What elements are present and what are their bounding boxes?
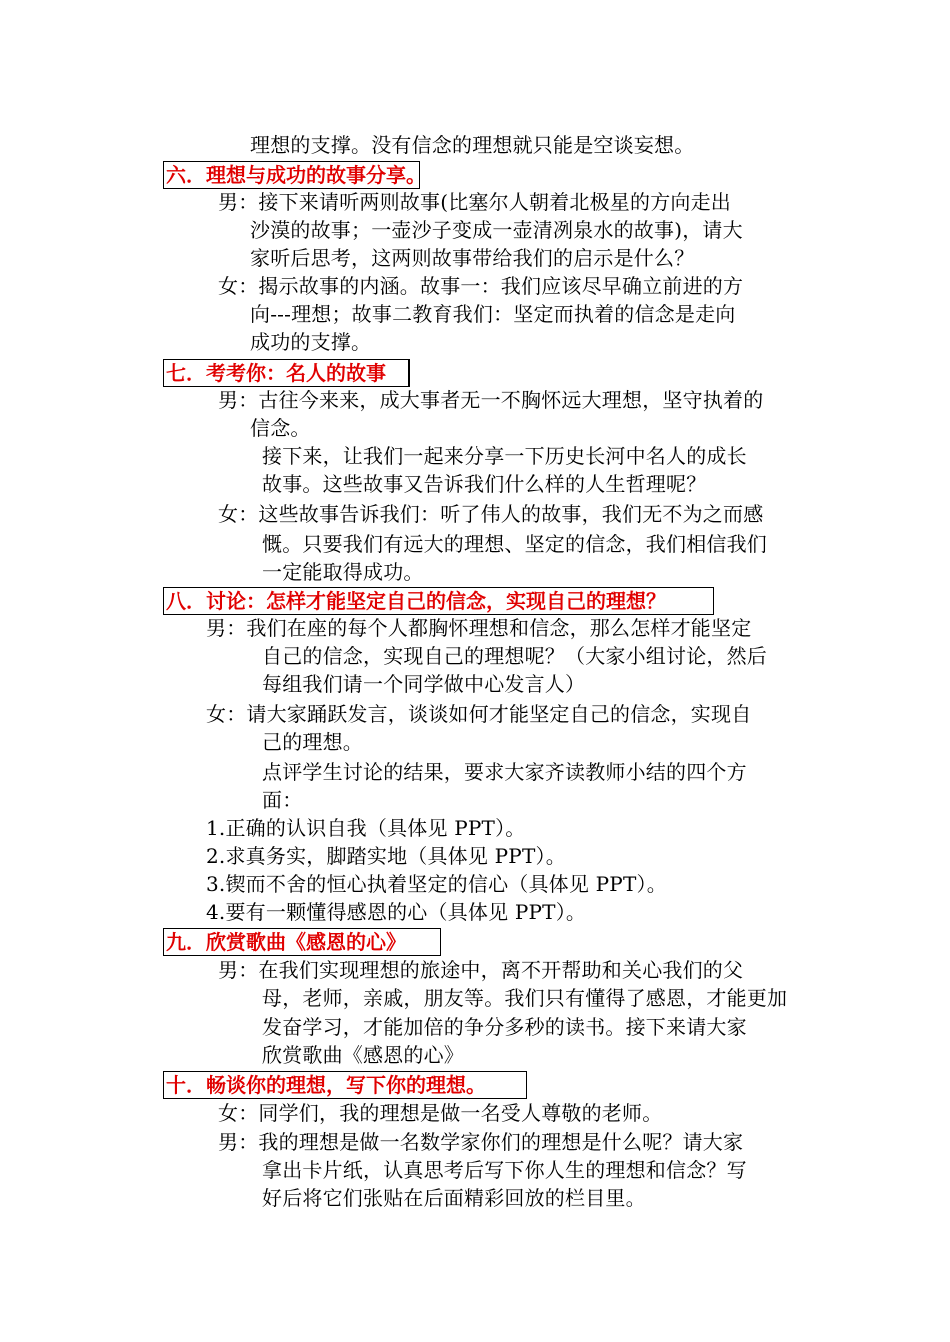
section-heading-10: 十．畅谈你的理想，写下你的理想。 <box>163 1071 527 1099</box>
text-line: 自己的信念，实现自己的理想呢？（大家小组讨论，然后 <box>262 644 767 668</box>
text-line: 女：这些故事告诉我们：听了伟人的故事，我们无不为之而感 <box>218 502 764 526</box>
text-line: 接下来，让我们一起来分享一下历史长河中名人的成长 <box>262 444 747 468</box>
text-line: 发奋学习，才能加倍的争分多秒的读书。接下来请大家 <box>262 1015 747 1039</box>
text-line: 慨。只要我们有远大的理想、坚定的信念，我们相信我们 <box>262 532 767 556</box>
list-item: 1.正确的认识自我（具体见 PPT）。 <box>206 816 526 840</box>
text-line: 女：请大家踊跃发言，谈谈如何才能坚定自己的信念，实现自 <box>206 702 752 726</box>
section-heading-9: 九．欣赏歌曲《感恩的心》 <box>163 928 441 956</box>
text-line: 故事。这些故事又告诉我们什么样的人生哲理呢？ <box>262 472 707 496</box>
section-heading-8: 八．讨论：怎样才能坚定自己的信念，实现自己的理想？ <box>163 587 714 615</box>
text-line: 沙漠的故事；一壶沙子变成一壶清冽泉水的故事)，请大 <box>250 218 743 242</box>
text-line: 拿出卡片纸，认真思考后写下你人生的理想和信念？写 <box>262 1158 747 1182</box>
text-line: 男：在我们实现理想的旅途中，离不开帮助和关心我们的父 <box>218 958 744 982</box>
section-heading-6: 六．理想与成功的故事分享。 <box>163 161 420 189</box>
text-line: 男：我的理想是做一名数学家你们的理想是什么呢？请大家 <box>218 1130 744 1154</box>
text-line: 母，老师，亲戚，朋友等。我们只有懂得了感恩，才能更加 <box>262 986 788 1010</box>
text-line: 成功的支撑。 <box>250 330 372 354</box>
text-line: 向---理想；故事二教育我们：坚定而执着的信念是走向 <box>250 302 736 326</box>
section-heading-7: 七．考考你：名人的故事 <box>163 359 410 387</box>
text-line: 一定能取得成功。 <box>262 560 424 584</box>
text-line: 男：接下来请听两则故事(比塞尔人朝着北极星的方向走出 <box>218 190 732 214</box>
text-line: 信念。 <box>250 416 311 440</box>
text-line: 点评学生讨论的结果，要求大家齐读教师小结的四个方 <box>262 760 747 784</box>
text-line: 每组我们请一个同学做中心发言人） <box>262 672 586 696</box>
text-line: 面： <box>262 788 303 812</box>
text-line: 女：同学们，我的理想是做一名受人尊敬的老师。 <box>218 1101 663 1125</box>
text-line: 理想的支撑。没有信念的理想就只能是空谈妄想。 <box>250 133 695 157</box>
list-item: 2.求真务实，脚踏实地（具体见 PPT）。 <box>206 844 566 868</box>
text-line: 男：我们在座的每个人都胸怀理想和信念，那么怎样才能坚定 <box>206 616 752 640</box>
text-line: 家听后思考，这两则故事带给我们的启示是什么？ <box>250 246 695 270</box>
text-line: 女：揭示故事的内涵。故事一：我们应该尽早确立前进的方 <box>218 274 744 298</box>
text-line: 己的理想。 <box>262 730 363 754</box>
text-line: 好后将它们张贴在后面精彩回放的栏目里。 <box>262 1186 646 1210</box>
text-line: 欣赏歌曲《感恩的心》 <box>262 1043 464 1067</box>
list-item: 3.锲而不舍的恒心执着坚定的信心（具体见 PPT）。 <box>206 872 667 896</box>
text-line: 男：古往今来来，成大事者无一不胸怀远大理想，坚守执着的 <box>218 388 764 412</box>
list-item: 4.要有一颗懂得感恩的心（具体见 PPT）。 <box>206 900 587 924</box>
